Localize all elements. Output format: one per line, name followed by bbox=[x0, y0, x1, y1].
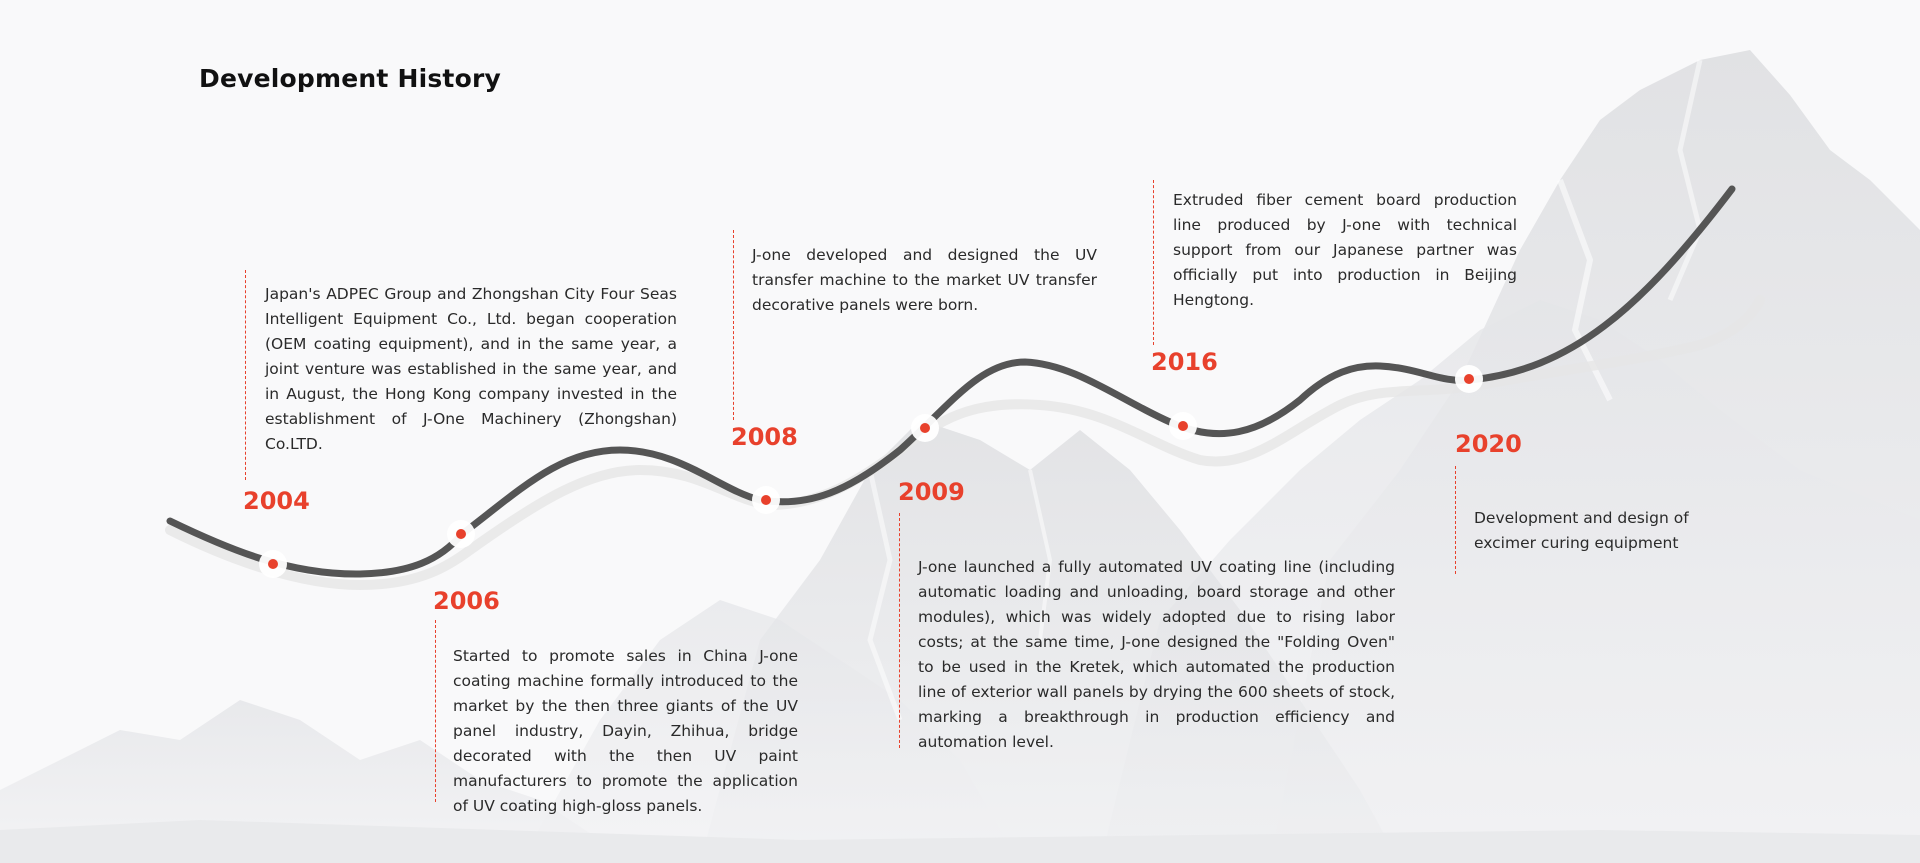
page-title: Development History bbox=[199, 64, 501, 93]
milestone-2009-connector bbox=[899, 513, 900, 748]
milestone-2009-year: 2009 bbox=[898, 478, 965, 506]
milestone-2016-year: 2016 bbox=[1151, 348, 1218, 376]
milestone-dot-2008[interactable] bbox=[752, 486, 780, 514]
milestone-dot-2020[interactable] bbox=[1455, 365, 1483, 393]
milestone-2020-connector bbox=[1455, 466, 1456, 574]
milestone-2004-year: 2004 bbox=[243, 487, 310, 515]
milestone-dot-2009[interactable] bbox=[911, 414, 939, 442]
milestone-dot-2016[interactable] bbox=[1169, 412, 1197, 440]
milestone-2008-description: J-one developed and designed the UV transfer machine to the market UV transfer decorative panels were born. bbox=[752, 246, 1097, 314]
milestone-2004-description: Japan's ADPEC Group and Zhongshan City Four Seas Intelligent Equipment Co., Ltd. began cooperation (OEM coating equipment), and in the same year, a joint venture was established in the same year, and in August, the Hong Kong company invested in the establishment of J-One Machinery (Zhongshan) Co.LTD. bbox=[265, 285, 677, 453]
milestone-dot-2006[interactable] bbox=[447, 520, 475, 548]
milestone-2016-description: Extruded fiber cement board production line produced by J-one with technical support from our Japanese partner was officially put into production in Beijing Hengtong. bbox=[1173, 191, 1517, 309]
milestone-dot-2004[interactable] bbox=[259, 550, 287, 578]
milestone-2004-connector bbox=[245, 270, 246, 480]
milestone-2020-year: 2020 bbox=[1455, 430, 1522, 458]
milestone-2008-year: 2008 bbox=[731, 423, 798, 451]
milestone-2006-description: Started to promote sales in China J-one coating machine formally introduced to the market by the then three giants of the UV panel industry, Dayin, Zhihua, bridge decorated with the then UV paint manufacturers to promote the application of UV coating high-gloss panels. bbox=[453, 647, 798, 815]
milestone-2020-description: Development and design of excimer curing equipment bbox=[1474, 509, 1689, 552]
milestone-2009-description: J-one launched a fully automated UV coating line (including automatic loading and unloading, board storage and other modules), which was widely adopted due to rising labor costs; at the same time, J-one designed the "Folding Oven" to be used in the Kretek, which automated the production line of exterior wall panels by drying the 600 sheets of stock, marking a breakthrough in production efficiency and automation level. bbox=[918, 558, 1395, 751]
milestone-2006-connector bbox=[435, 620, 436, 802]
milestone-2006-year: 2006 bbox=[433, 587, 500, 615]
milestone-2016-connector bbox=[1153, 180, 1154, 345]
milestone-2008-connector bbox=[733, 230, 734, 420]
